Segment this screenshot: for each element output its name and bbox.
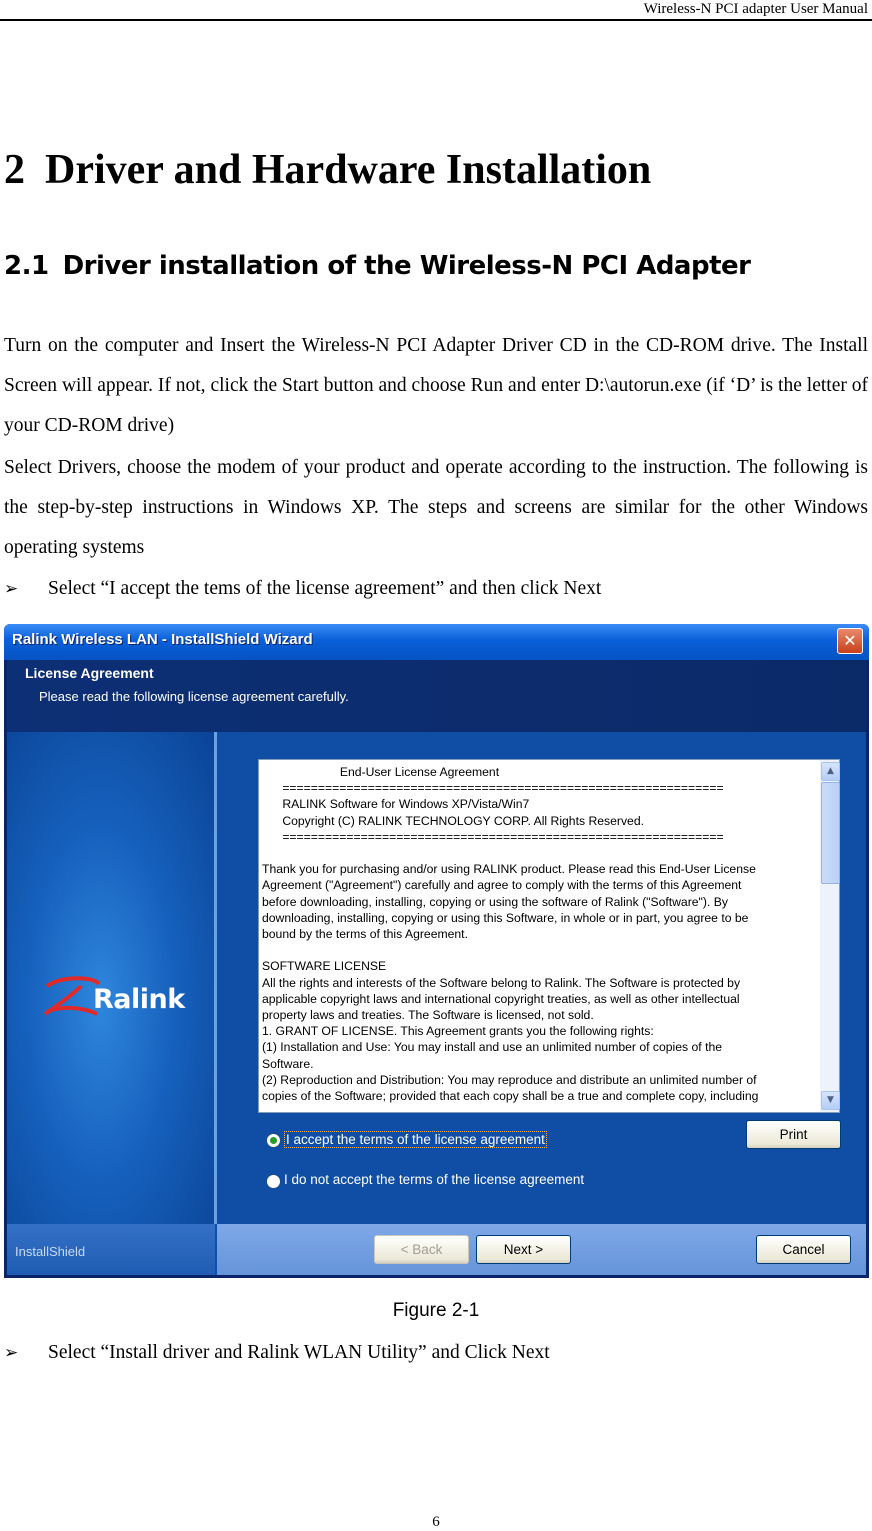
- chapter-title: Driver and Hardware Installation: [45, 147, 652, 193]
- scroll-up-icon[interactable]: ▲: [821, 762, 840, 781]
- print-button[interactable]: Print: [746, 1120, 841, 1149]
- bullet-text: Select “Install driver and Ralink WLAN Utility” and Click Next: [48, 1342, 550, 1363]
- wizard-header: [7, 660, 866, 732]
- ralink-swoosh-icon: [41, 974, 101, 1022]
- back-button[interactable]: < Back: [374, 1235, 469, 1264]
- title-bar[interactable]: [4, 624, 869, 660]
- accept-radio-label[interactable]: I accept the terms of the license agreement: [286, 1132, 545, 1147]
- figure-caption: Figure 2-1: [392, 1300, 480, 1321]
- close-button[interactable]: ✕: [837, 628, 863, 654]
- bullet-text: Select “I accept the tems of the license agreement” and then click Next: [48, 578, 602, 599]
- license-textbox[interactable]: [258, 759, 840, 1113]
- section-heading: [4, 248, 750, 284]
- page-number: 6: [432, 1514, 440, 1530]
- wizard-header-subtitle: Please read the following license agreement carefully.: [39, 689, 349, 704]
- bullet-arrow-icon: ➢: [4, 579, 19, 599]
- license-scrollbar[interactable]: [820, 760, 839, 1112]
- bullet-install-driver: [4, 1338, 550, 1368]
- decline-radio[interactable]: [266, 1174, 281, 1189]
- chapter-heading: [4, 142, 651, 198]
- instructions-paragraph: Select Drivers, choose the modem of your product and operate according to the instruction. The following is the step-by-step instructions in Windows XP. The steps and screens are similar for the other Windows operating systems: [4, 457, 868, 558]
- ralink-logo: [41, 974, 191, 1034]
- section-title: Driver installation of the Wireless-N PCI Adapter: [62, 251, 751, 281]
- running-header: Wireless-N PCI adapter User Manual: [643, 1, 868, 17]
- installshield-window: [4, 624, 869, 1278]
- scroll-thumb[interactable]: [821, 782, 840, 884]
- brand-pane: [7, 732, 215, 1224]
- ralink-logo-text: Ralink: [93, 984, 185, 1015]
- license-text: End-User License Agreement ============================================================== RALINK Software for Windows XP/Vista/Win7 Copyright (C) RALINK TECHNOLOGY CORP. All Rights Reserved. ============================================================== Thank you for purchasing and/or using RALINK product. Please read this End-User License Agreement ("Agreement") carefully and agree to comply with the terms of this Agreement before downloading, installing, copying or using the software of Ralink ("Software"). By downloading, installing, copying or using this Software, in whole or in part, you agree to be bound by the terms of this Agreement. SOFTWARE LICENSE All the rights and interests of the Software belong to Ralink. The Software is protected by applicable copyright laws and international copyright treaties, as well as other intellectual property laws and treaties. The Software is licensed, not sold. 1. GRANT OF LICENSE. This Agreement grants you the following rights: (1) Installation and Use: You may install and use an unlimited number of copies of the Software. (2) Reproduction and Distribution: You may reproduce and distribute an unlimited number of copies of the Software; provided that each copy shall be a true and complete copy, including: [262, 765, 759, 1104]
- intro-paragraph: Turn on the computer and Insert the Wireless-N PCI Adapter Driver CD in the CD-ROM drive. The Install Screen will appear. If not, click the Start button and choose Run and enter D:\autorun.exe (if ‘D’ is the letter of your CD-ROM drive): [4, 335, 868, 436]
- wizard-header-title: License Agreement: [25, 665, 154, 681]
- window-title: Ralink Wireless LAN - InstallShield Wizard: [12, 631, 313, 648]
- next-button[interactable]: Next >: [476, 1235, 571, 1264]
- bullet-arrow-icon: ➢: [4, 1343, 19, 1363]
- installshield-brand: InstallShield: [15, 1244, 86, 1259]
- chapter-number: 2: [4, 147, 25, 193]
- scroll-down-icon[interactable]: ▼: [821, 1091, 840, 1110]
- footer-brand-area: [7, 1224, 215, 1275]
- decline-radio-label[interactable]: I do not accept the terms of the license agreement: [284, 1172, 585, 1187]
- accept-radio[interactable]: [266, 1133, 281, 1148]
- cancel-button[interactable]: Cancel: [756, 1235, 851, 1264]
- section-number: 2.1: [4, 251, 49, 281]
- bullet-accept-license: [4, 574, 601, 604]
- header-rule: [0, 19, 872, 21]
